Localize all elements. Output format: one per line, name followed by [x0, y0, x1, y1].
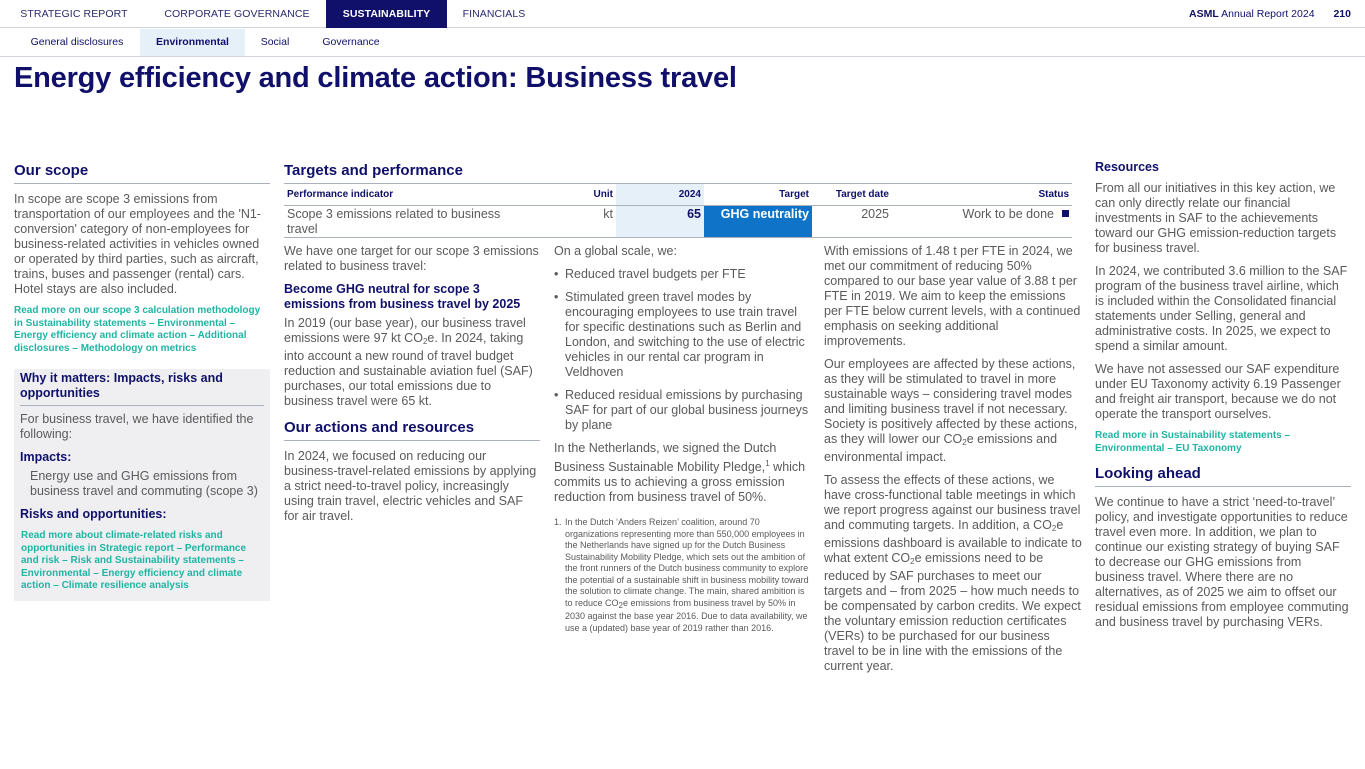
table-row — [284, 205, 1072, 237]
why-heading: Why it matters: Impacts, risks and opportunities — [20, 369, 264, 406]
emissions-column — [824, 244, 1082, 682]
status-text: Work to be done — [962, 206, 1054, 221]
scope-column — [14, 162, 270, 601]
resources-column — [1095, 160, 1351, 638]
page-number: 210 — [1333, 8, 1351, 20]
page-title: Energy efficiency and climate action: Business travel — [14, 62, 737, 94]
list-item: • Stimulated green travel modes by encouraging employees to use train travel for specific destinations such as Berlin and London, and switching to the use of electric vehicles in our rental car program in Veldhoven — [554, 290, 812, 380]
actions-heading: Our actions and resources — [284, 419, 540, 441]
why-it-matters-box — [14, 369, 270, 601]
table-header-row — [284, 184, 1072, 205]
th-indicator: Performance indicator — [284, 184, 524, 205]
cell-target: GHG neutrality — [704, 205, 812, 237]
assessment-text-a: To assess the effects of these actions, we have cross-functional table meetings in which we report progress against our business travel and commuting targets. In addition, a CO — [824, 473, 1081, 532]
why-intro: For business travel, we have identified the following: — [20, 412, 254, 441]
footnote-text-a: In the Dutch ‘Anders Reizen’ coalition, around 70 organizations representing more than 550,000 employees in the Netherlands have signed up for the Dutch Business Sustainability Mobility Pledge, which sets out the ambition of the front runners of the Dutch business community to explore the potential of a sustainable shift in business mobility toward the solution to climate change. The main, shared ambition is to reduce CO — [565, 517, 809, 608]
sub-navigation — [0, 29, 1365, 57]
impacts-label: Impacts: — [20, 450, 72, 464]
netherlands-pledge-text — [554, 441, 812, 505]
resources-text-1: From all our initiatives in this key action, we can only directly relate our financial investments in SAF to the achievements toward our GHG emission-reduction targets for business travel. — [1095, 181, 1337, 255]
target-description-column — [284, 244, 540, 532]
tab-general-disclosures[interactable]: General disclosures — [30, 36, 124, 48]
employees-text-a: Our employees are affected by these actions, as they will be stimulated to travel in more sustainable ways – considering travel modes and limiting business travel if not necessary. Society is positively affected by these actions, as they will lower our CO — [824, 357, 1078, 446]
resources-text-2: In 2024, we contributed 3.6 million to the SAF program of the business travel airline, which is included within the Consolidated financial statements under Selling, general and administrative costs. In 2025, we expect to spend a similar amount. — [1095, 264, 1348, 353]
co2-subscript: 2 — [962, 438, 967, 447]
list-item: • Reduced residual emissions by purchasing SAF for part of our global business journeys by plane — [554, 388, 812, 433]
emissions-per-fte-text: With emissions of 1.48 t per FTE in 2024, we met our commitment of reducing 50% compared to our base year value of 3.88 t per FTE in 2019. We aim to keep the emissions per FTE below current levels, with a continued emphasis on seeking additional improvements. — [824, 244, 1081, 348]
tab-financials[interactable]: FINANCIALS — [462, 8, 526, 20]
status-square-icon — [1062, 210, 1069, 217]
assessment-text — [824, 473, 1082, 674]
tab-social[interactable]: Social — [260, 36, 290, 48]
scope-heading: Our scope — [14, 162, 270, 184]
base-year-text — [284, 316, 540, 409]
cell-status — [892, 205, 1072, 237]
target-intro: We have one target for our scope 3 emissions related to business travel: — [284, 244, 539, 273]
targets-section — [284, 162, 1072, 238]
report-name: Annual Report 2024 — [1221, 8, 1315, 20]
footnote — [554, 517, 812, 634]
base-year-text-b: e. In 2024, taking into account a new round of travel budget reduction and sustainable aviation fuel (SAF) purchases, our total emissions due to business travel were 65 kt. — [284, 331, 533, 408]
footnote-number: 1. — [554, 517, 562, 527]
targets-heading: Targets and performance — [284, 162, 1072, 184]
cell-indicator: Scope 3 emissions related to business travel — [284, 205, 524, 237]
tab-strategic-report[interactable]: STRATEGIC REPORT — [20, 8, 128, 20]
top-navigation — [0, 0, 1365, 28]
th-status: Status — [892, 184, 1072, 205]
impacts-text: Energy use and GHG emissions from business travel and commuting (scope 3) — [30, 469, 258, 498]
report-info — [1189, 0, 1351, 28]
performance-table — [284, 184, 1072, 238]
assessment-text-c: e emissions need to be reduced by SAF purchases to meet our targets and – from 2025 – how much needs to be compensated by carbon credits. We expect the voluntary emission reduction certificates (VERs) to be purchased for our business travel to be in line with the emissions of the current year. — [824, 551, 1081, 673]
employees-text-b: e emissions and environmental impact. — [824, 432, 1058, 464]
co2-subscript: 2 — [1051, 524, 1057, 533]
footnote-ref: 1 — [765, 459, 770, 468]
cell-target-date: 2025 — [812, 205, 892, 237]
base-year-text-a: In 2019 (our base year), our business travel emissions were 97 kt CO — [284, 316, 526, 345]
cell-2024: 65 — [616, 205, 704, 237]
actions-text: In 2024, we focused on reducing our business-travel-related emissions by applying a strict need-to-travel policy, increasingly using train travel, electric vehicles and SAF for air travel. — [284, 449, 537, 523]
co2-subscript: 2 — [422, 337, 428, 346]
th-target: Target — [704, 184, 812, 205]
tab-sustainability[interactable]: SUSTAINABILITY — [326, 0, 447, 28]
global-intro: On a global scale, we: — [554, 244, 677, 258]
pledge-text-b: which commits us to achieving a gross emission reduction from business travel of 50%. — [554, 460, 806, 504]
resources-text-3: We have not assessed our SAF expenditure under EU Taxonomy activity 6.19 Passenger and freight air transport, because we do not operate the transport ourselves. — [1095, 362, 1341, 421]
eu-taxonomy-link[interactable]: Read more in Sustainability statements – Environmental – EU Taxonomy — [1095, 430, 1291, 454]
looking-ahead-text: We continue to have a strict ‘need-to-travel’ policy, and investigate opportunities to reduce travel even more. In addition, we plan to continue our existing strategy of buying SAF to decrease our GHG emissions from business travel. Where there are no alternatives, as of 2025 we aim to offset our residual emissions from employee commuting and business travel by purchasing VERs. — [1095, 495, 1349, 629]
tab-corporate-governance[interactable]: CORPORATE GOVERNANCE — [164, 8, 310, 20]
employees-affected-text — [824, 357, 1082, 465]
brand-name: ASML — [1189, 8, 1219, 20]
risks-link[interactable]: Read more about climate-related risks and opportunities in Strategic report – Performance and risk – Risk and Sustainability statements – Environmental – Energy efficiency and climate action – Climate resilience analysis — [21, 530, 247, 591]
footnote-text-b: e emissions from business travel by 50% in 2030 against the base year 2016. Due to data availability, we use a (updated) base year of 2019 rather than 2016. — [565, 597, 808, 633]
th-unit: Unit — [524, 184, 616, 205]
global-actions-column — [554, 244, 812, 634]
list-item: • Reduced travel budgets per FTE — [554, 267, 812, 282]
actions-list — [554, 267, 812, 433]
risks-label: Risks and opportunities: — [20, 507, 167, 521]
tab-environmental[interactable]: Environmental — [140, 29, 245, 56]
assessment-text-b: e emissions dashboard is available to indicate to what extent CO — [824, 518, 1082, 565]
co2-subscript: 2 — [910, 557, 915, 566]
th-target-date: Target date — [812, 184, 892, 205]
resources-heading: Resources — [1095, 160, 1159, 174]
target-statement: Become GHG neutral for scope 3 emissions from business travel by 2025 — [284, 282, 521, 311]
tab-governance[interactable]: Governance — [322, 36, 380, 48]
pledge-text-a: In the Netherlands, we signed the Dutch Business Sustainable Mobility Pledge, — [554, 441, 777, 474]
th-2024: 2024 — [616, 184, 704, 205]
co2-subscript: 2 — [618, 600, 623, 610]
scope-methodology-link[interactable]: Read more on our scope 3 calculation methodology in Sustainability statements – Environmental – Energy efficiency and climate action – Additional disclosures – Methodology on metrics — [14, 305, 261, 354]
cell-unit: kt — [524, 205, 616, 237]
scope-text: In scope are scope 3 emissions from transportation of our employees and the 'N1-conversion' category of non-employees for business-related activities in vehicles owned or operated by third parties, such as aircraft, trains, buses and passenger (rental) cars. Hotel stays are also included. — [14, 192, 261, 296]
looking-ahead-heading: Looking ahead — [1095, 465, 1351, 487]
